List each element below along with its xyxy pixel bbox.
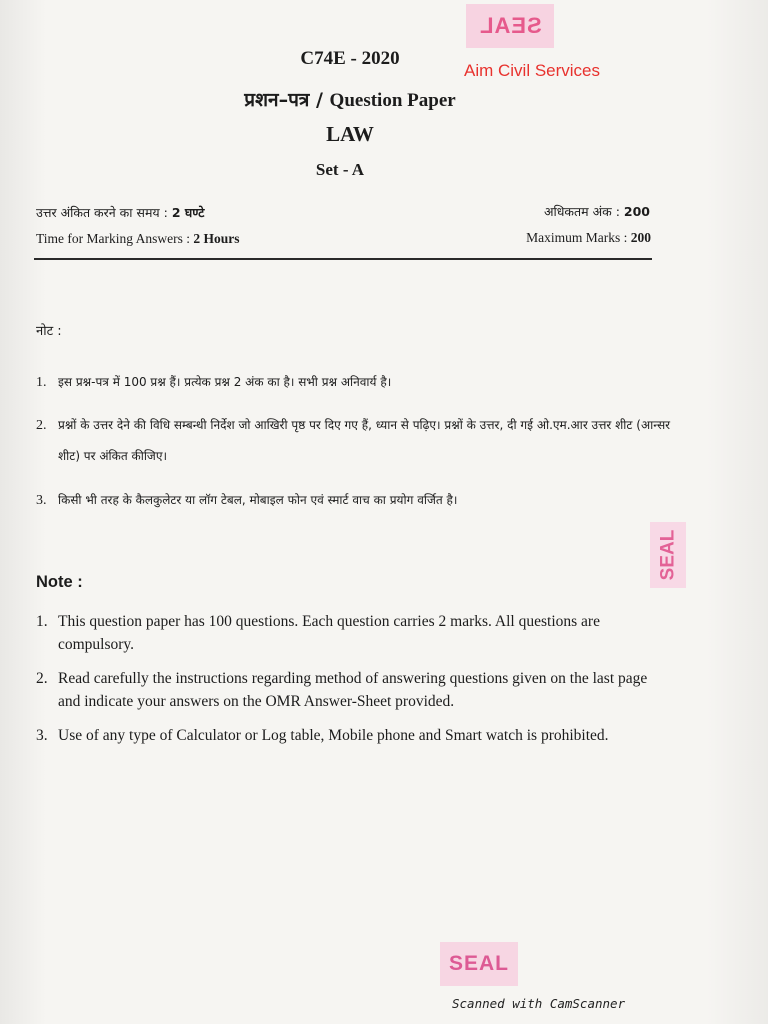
item-number: 2. [36,670,48,687]
seal-stamp-side [650,522,686,588]
time-english-label: Time for Marking Answers : [36,231,190,246]
item-text: Use of any type of Calculator or Log table, Mobile phone and Smart watch is prohibited. [58,727,609,744]
time-hindi-label: उत्तर अंकित करने का समय : [36,205,168,220]
paper-title [200,86,500,112]
item-text: प्रश्नों के उत्तर देने की विधि सम्बन्धी निर्देश जो आखिरी पृष्ठ पर दिए गए हैं, ध्यान से पढ़िए। प्रश्नों के उत्तर, दी गई ओ.एम.आर उत्तर शीट (आन्सर शीट) पर अंकित कीजिए। [58,418,671,463]
item-text: Read carefully the instructions regarding method of answering questions given on the last page and indicate your answers on the OMR Answer-Sheet provided. [58,670,648,710]
item-number: 2. [36,418,47,433]
marks-english-value: 200 [630,230,651,245]
time-hindi-value: 2 घण्टे [171,205,205,220]
item-number: 1. [36,613,48,630]
item-text: किसी भी तरह के कैलकुलेटर या लॉग टेबल, मोबाइल फोन एवं स्मार्ट वाच का प्रयोग वर्जित है। [58,493,458,507]
marks-hindi [520,203,650,220]
item-number: 1. [36,375,47,390]
marks-english-label: Maximum Marks : [526,230,628,245]
scanner-footer: Scanned with CamScanner [452,996,626,1011]
paper-title-hindi: प्रशन–पत्र / [244,89,323,111]
item-number: 3. [36,727,48,744]
note-english-item [36,610,656,656]
marks-hindi-label: अधिकतम अंक : [543,204,620,219]
time-english [36,231,240,247]
note-english-heading: Note : [36,573,83,591]
note-english-item [36,724,656,747]
seal-stamp-top [466,4,554,48]
seal-stamp-bottom [440,942,518,986]
time-hindi [36,204,204,221]
note-english-item [36,667,656,713]
note-hindi-heading: नोट : [36,324,62,339]
item-text: This question paper has 100 questions. Each question carries 2 marks. All questions are compulsory. [58,613,600,653]
seal-stamp-text: SEAL [478,13,542,38]
marks-english [500,230,651,246]
paper-code: C74E - 2020 [300,48,400,69]
seal-stamp-text: SEAL [657,529,678,581]
watermark-aim-civil-services: Aim Civil Services [464,61,601,80]
note-hindi-item [36,410,676,472]
note-hindi-item [36,485,676,516]
set-label: Set - A [315,160,365,179]
seal-stamp-text: SEAL [448,952,509,975]
note-hindi-item [36,367,676,398]
item-number: 3. [36,493,47,508]
marks-hindi-value: 200 [623,204,650,219]
paper-title-english: Question Paper [329,90,456,111]
header-divider [34,258,652,260]
item-text: इस प्रश्न-पत्र में 100 प्रश्न हैं। प्रत्येक प्रश्न 2 अंक का है। सभी प्रश्न अनिवार्य है। [58,375,392,389]
subject-title: LAW [326,122,374,146]
time-english-value: 2 Hours [193,231,240,246]
